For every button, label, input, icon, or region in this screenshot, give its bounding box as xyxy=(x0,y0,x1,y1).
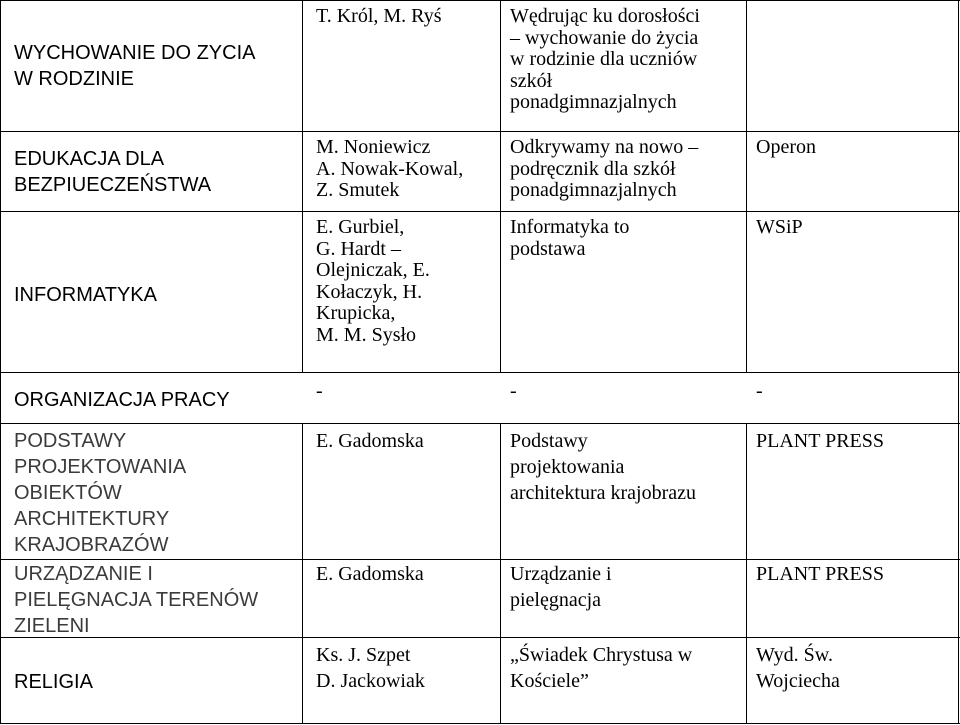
subject-name: INFORMATYKA xyxy=(14,284,157,306)
publisher-cell: WSiP xyxy=(756,216,803,238)
author-cell: E. Gadomska xyxy=(316,563,424,585)
author-cell: T. Król, M. Ryś xyxy=(316,5,442,27)
row-divider xyxy=(0,0,960,1)
column-divider xyxy=(500,0,501,372)
row-divider xyxy=(0,423,960,424)
column-divider xyxy=(746,423,747,724)
title-cell: Podstawy projektowania architektura krajobrazu xyxy=(510,430,697,504)
author-cell: M. Noniewicz A. Nowak-Kowal, Z. Smutek xyxy=(316,136,464,201)
row-divider xyxy=(0,559,960,560)
publisher-cell: Operon xyxy=(756,136,816,158)
row-divider xyxy=(0,211,960,212)
title-cell: Odkrywamy na nowo – podręcznik dla szkół ponadgimnazjalnych xyxy=(510,136,699,201)
row-divider xyxy=(0,723,960,724)
title-cell: Urządzanie i pielęgnacja xyxy=(510,563,612,611)
subject-name: URZĄDZANIE I PIELĘGNACJA TERENÓW ZIELENI xyxy=(14,563,259,637)
author-cell: Ks. J. Szpet D. Jackowiak xyxy=(316,644,425,692)
publisher-cell: PLANT PRESS xyxy=(756,430,885,452)
row-divider xyxy=(0,131,960,132)
column-divider xyxy=(958,0,959,724)
subject-name: ORGANIZACJA PRACY xyxy=(14,389,230,411)
subject-name: WYCHOWANIE DO ZYCIA W RODZINIE xyxy=(14,42,256,90)
title-cell: - xyxy=(510,380,517,402)
title-cell: Wędrując ku dorosłości – wychowanie do życia w rodzinie dla uczniów szkół ponadgimnazjalnych xyxy=(510,5,700,113)
column-divider xyxy=(500,423,501,724)
publisher-cell: Wyd. Św. Wojciecha xyxy=(756,644,840,692)
author-cell: - xyxy=(316,380,323,402)
column-divider xyxy=(302,423,303,724)
column-divider xyxy=(302,0,303,372)
title-cell: „Świadek Chrystusa w Kościele” xyxy=(510,644,693,692)
subject-name: RELIGIA xyxy=(14,671,93,693)
subject-name: EDUKACJA DLA BEZPIUECZEŃSTWA xyxy=(14,148,212,196)
author-cell: E. Gadomska xyxy=(316,430,424,452)
column-divider xyxy=(0,0,1,724)
publisher-cell: PLANT PRESS xyxy=(756,563,885,585)
title-cell: Informatyka to podstawa xyxy=(510,216,630,260)
subject-name: PODSTAWY PROJEKTOWANIA OBIEKTÓW ARCHITEKTURY KRAJOBRAZÓW xyxy=(14,430,187,556)
publisher-cell: - xyxy=(756,380,763,402)
author-cell: E. Gurbiel, G. Hardt – Olejniczak, E. Kołaczyk, H. Krupicka, M. M. Sysło xyxy=(316,216,430,346)
row-divider xyxy=(0,372,960,373)
column-divider xyxy=(746,0,747,372)
